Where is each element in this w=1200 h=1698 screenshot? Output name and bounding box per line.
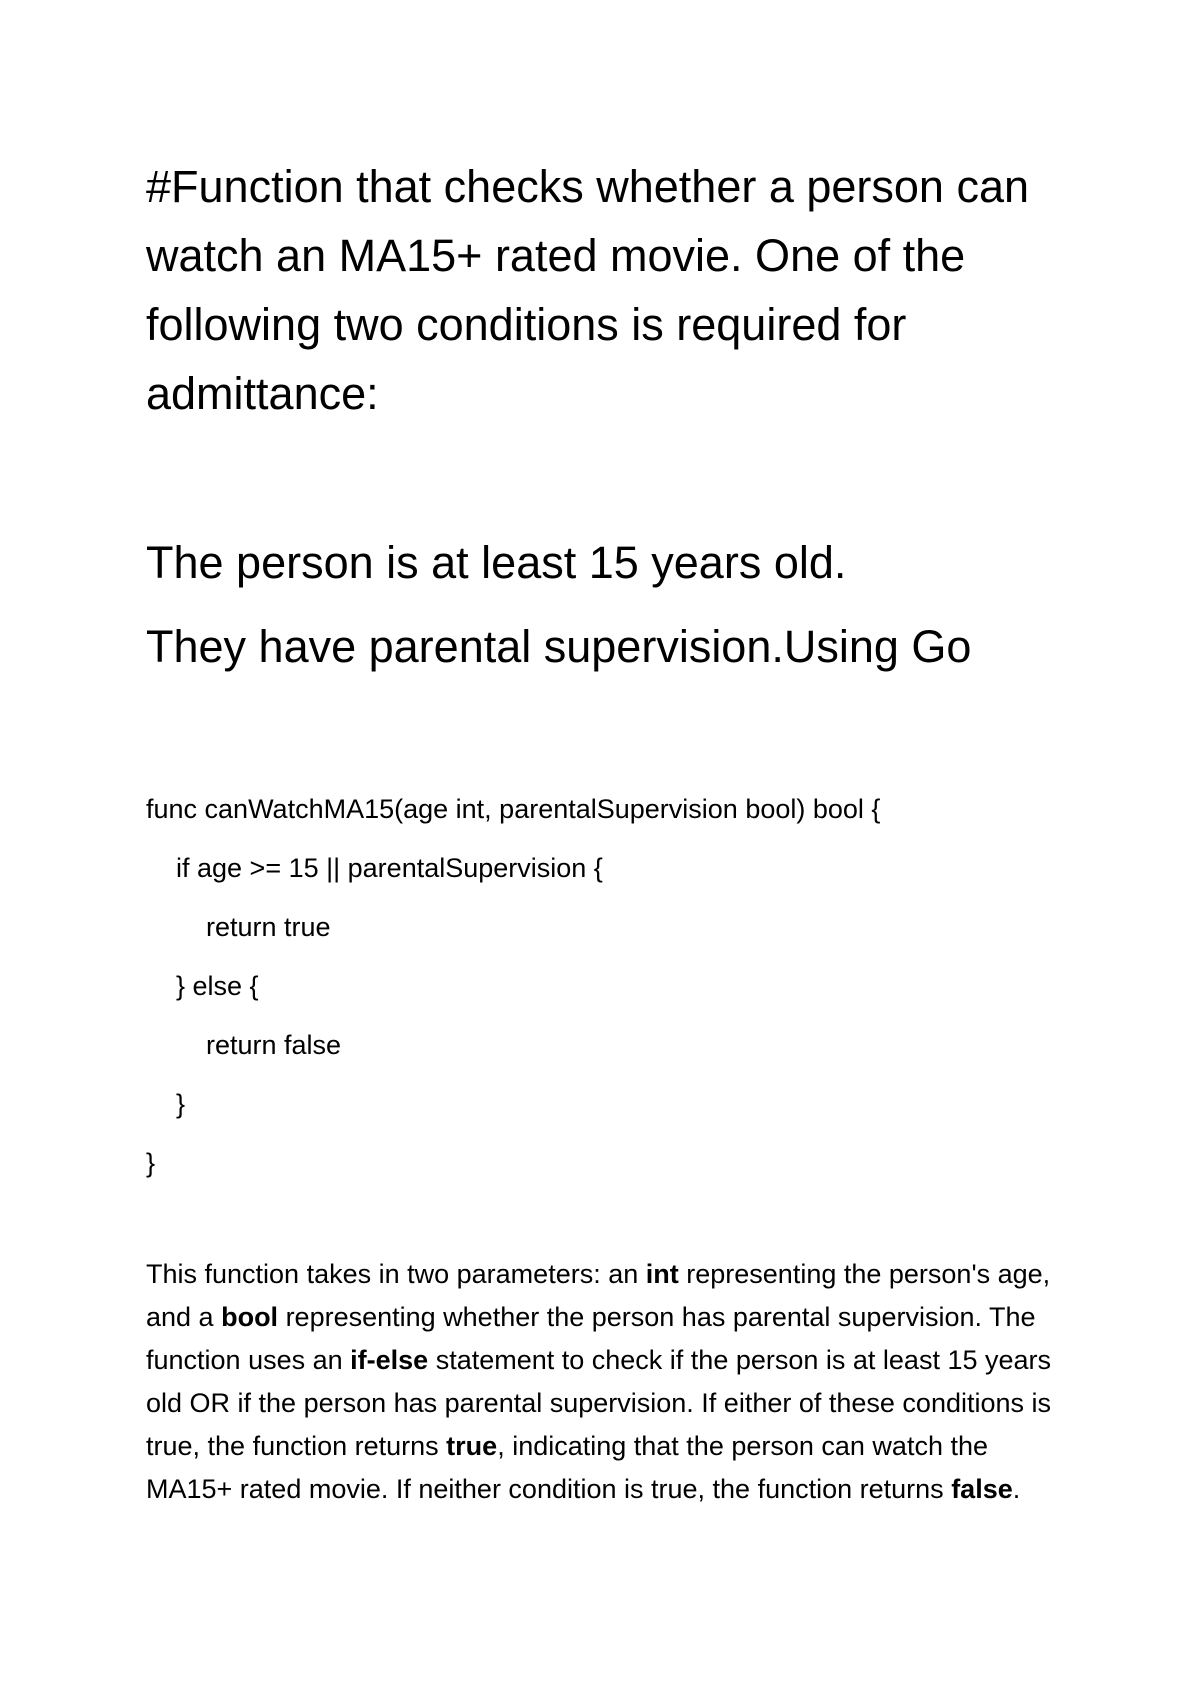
explanation-text-3: representing whether the person has parental supervision. The function uses an [146, 1302, 1036, 1375]
document-heading: #Function that checks whether a person can watch an MA15+ rated movie. One of the following two conditions is required for admittance: [146, 161, 1030, 419]
keyword-bool: bool [221, 1302, 279, 1332]
code-line-return-false: return false [206, 1030, 342, 1060]
explanation-text-4: statement to check if the person is at least 15 years old OR if the person has parental supervision. If either of these conditions is true, the function returns [146, 1345, 1052, 1461]
keyword-true: true [446, 1431, 498, 1461]
condition-supervision: They have parental supervision.Using Go [146, 621, 972, 672]
code-line-else: } else { [176, 971, 259, 1001]
code-line-close-if: } [176, 1089, 186, 1119]
explanation-text-6: . [1012, 1474, 1021, 1504]
code-line-func-signature: func canWatchMA15(age int, parentalSupervision bool) bool { [146, 794, 881, 824]
code-line-if: if age >= 15 || parentalSupervision { [176, 853, 603, 883]
explanation-text-5: , indicating that the person can watch the MA15+ rated movie. If neither condition is true, the function returns [146, 1431, 988, 1504]
keyword-if-else: if-else [350, 1345, 429, 1375]
explanation-text-1: This function takes in two parameters: an [146, 1259, 646, 1289]
keyword-false: false [951, 1474, 1013, 1504]
condition-age: The person is at least 15 years old. [146, 537, 847, 588]
code-block [146, 780, 880, 1193]
explanation-text-2: representing the person's age, and a [146, 1259, 1051, 1332]
keyword-int: int [645, 1259, 679, 1289]
explanation-paragraph [146, 1253, 1076, 1511]
code-line-close-func: } [146, 1148, 156, 1178]
code-line-return-true: return true [206, 912, 331, 942]
